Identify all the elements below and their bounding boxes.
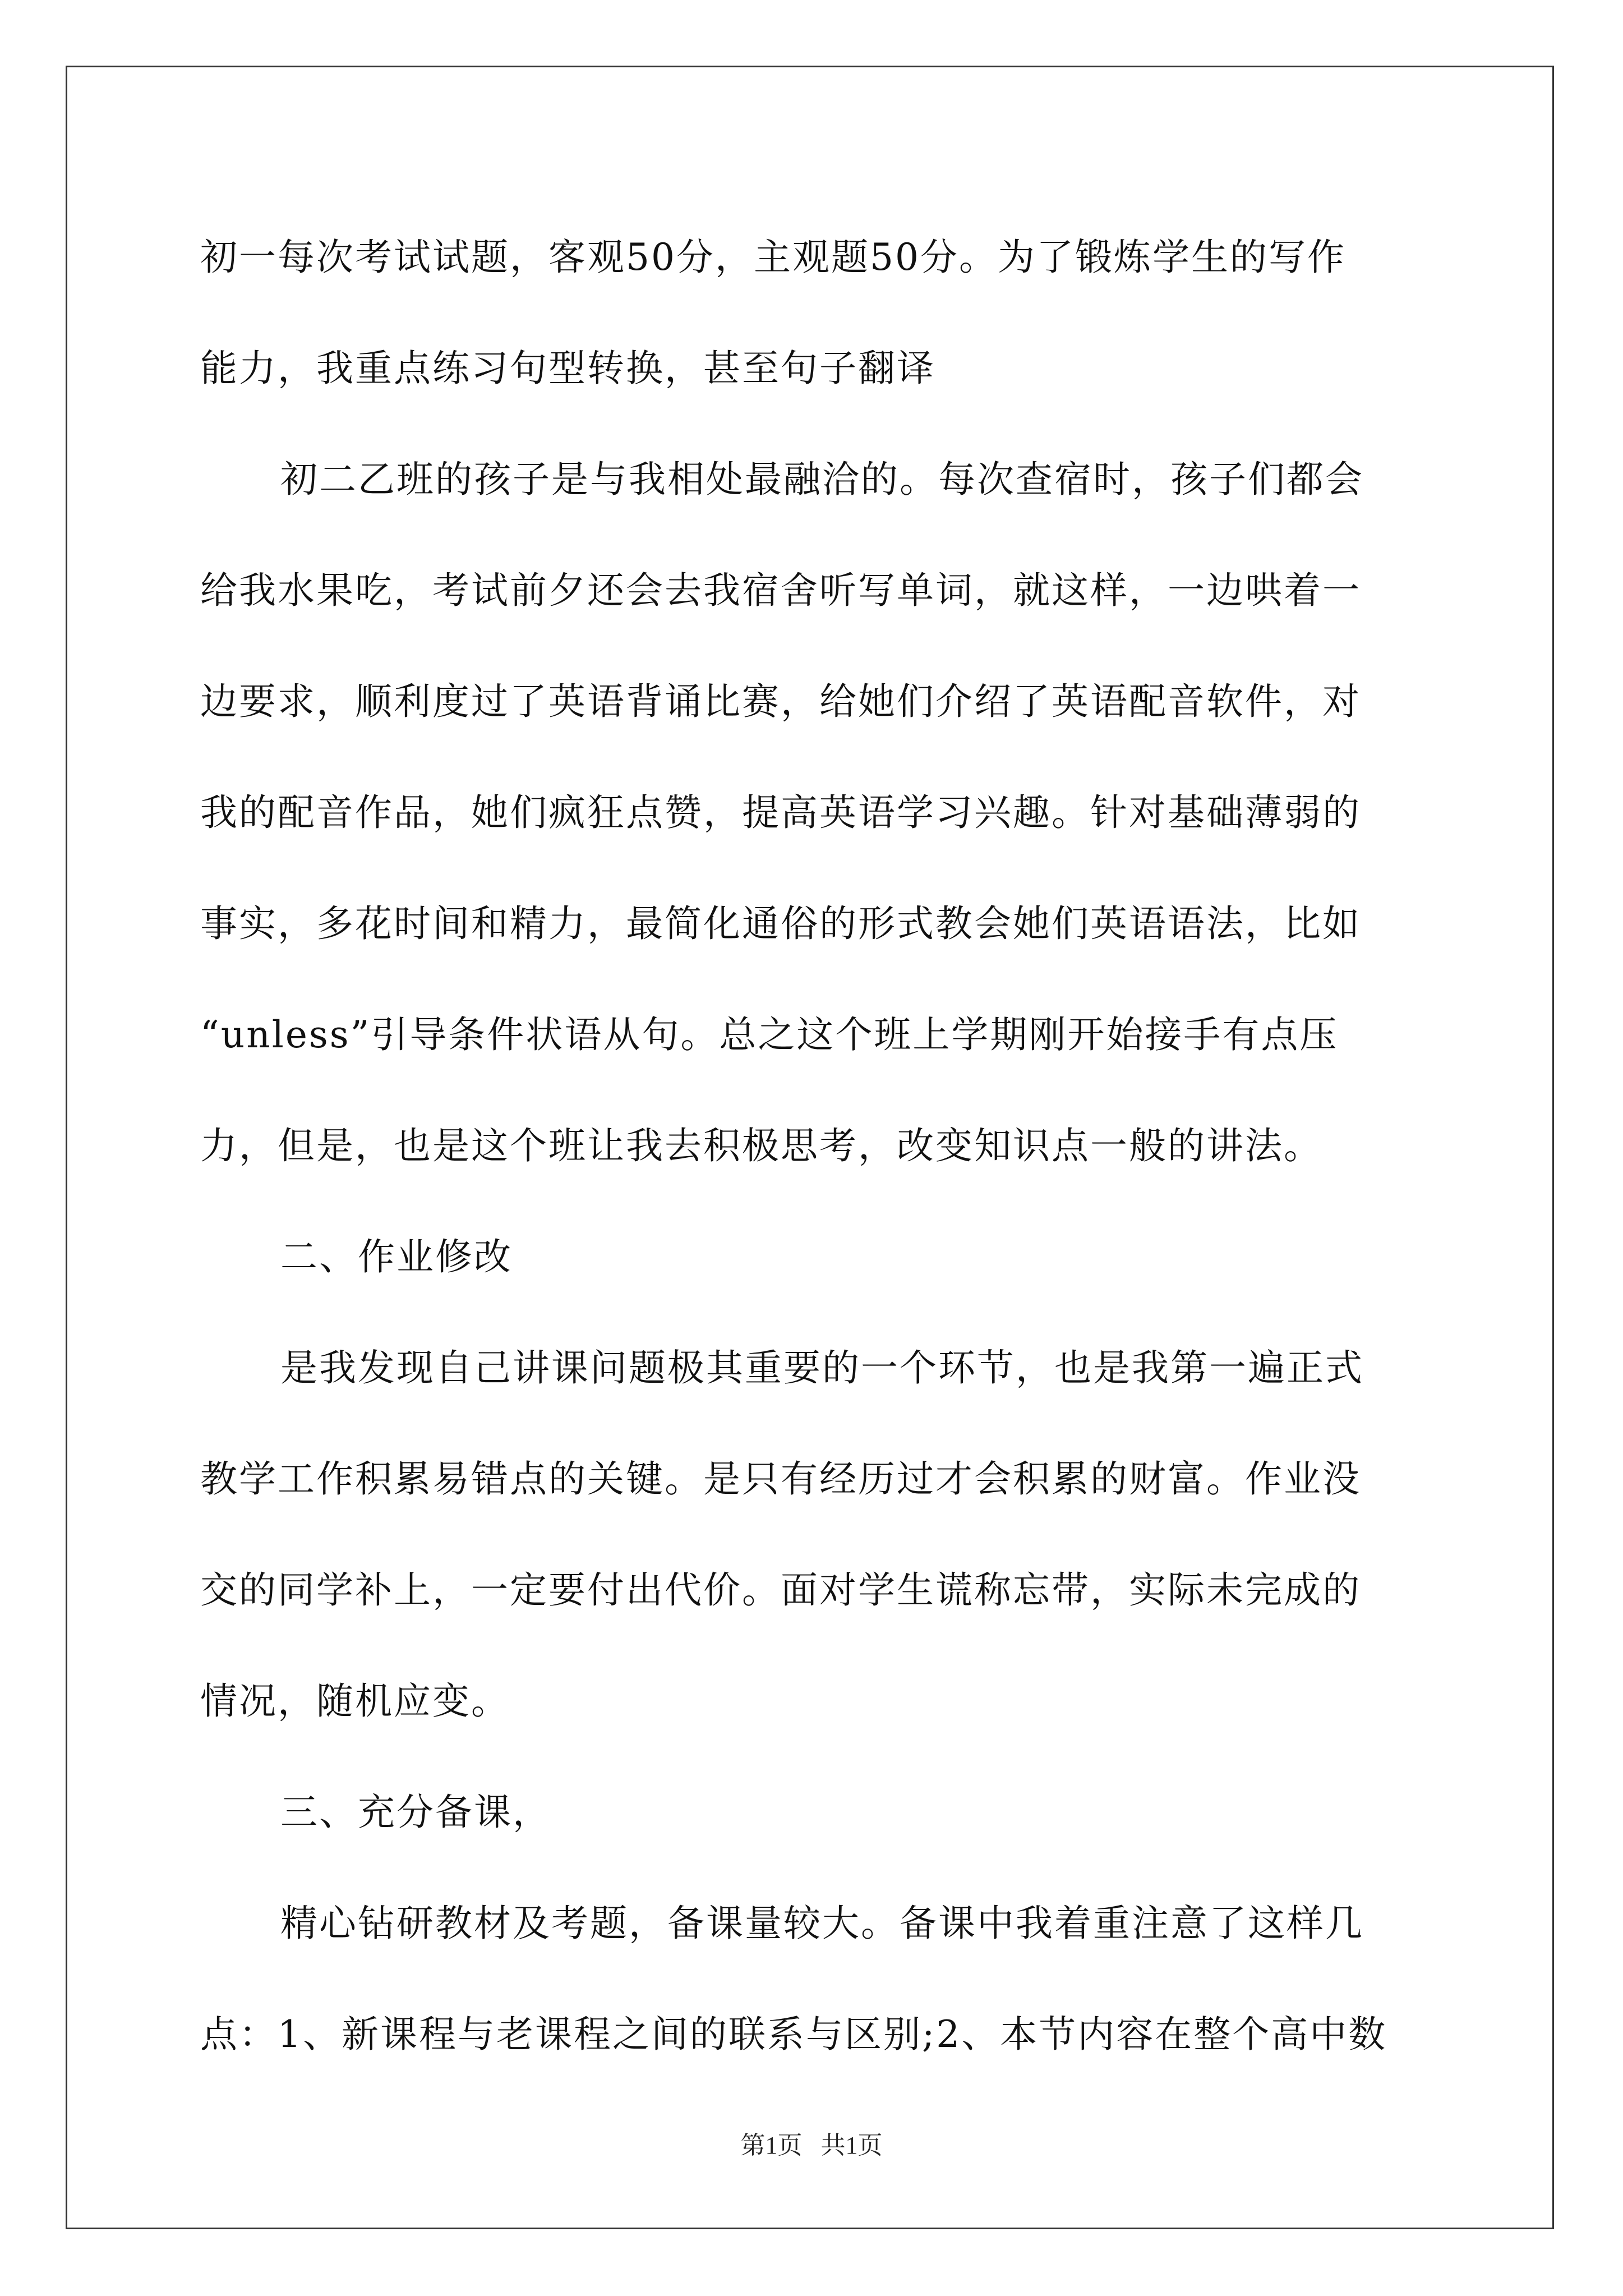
text-line: 是我发现自己讲课问题极其重要的一个环节，也是我第一遍正式	[280, 1346, 1364, 1389]
document-body	[200, 202, 1428, 2090]
text-line: 初二乙班的孩子是与我相处最融洽的。每次查宿时，孩子们都会	[280, 458, 1364, 501]
text-line: 教学工作积累易错点的关键。是只有经历过才会积累的财富。作业没	[200, 1457, 1361, 1501]
page-number-footer: 第1页 共1页	[740, 2132, 883, 2159]
text-line: 力，但是，也是这个班让我去积极思考，改变知识点一般的讲法。	[200, 1124, 1322, 1167]
text-line: 交的同学补上，一定要付出代价。面对学生谎称忘带，实际未完成的	[200, 1568, 1361, 1612]
section-heading: 三、充分备课，	[280, 1791, 551, 1834]
text-line: 精心钻研教材及考题，备课量较大。备课中我着重注意了这样几	[280, 1902, 1364, 1945]
text-line: 边要求，顺利度过了英语背诵比赛，给她们介绍了英语配音软件，对	[200, 680, 1361, 723]
text-line: 我的配音作品，她们疯狂点赞，提高英语学习兴趣。针对基础薄弱的	[200, 791, 1361, 834]
text-line: 能力，我重点练习句型转换，甚至句子翻译	[200, 347, 935, 390]
text-line: 事实，多花时间和精力，最简化通俗的形式教会她们英语语法，比如	[200, 902, 1361, 945]
text-line: 初一每次考试试题，客观50分，主观题50分。为了锻炼学生的写作	[200, 236, 1346, 279]
text-line: 点：1、新课程与老课程之间的联系与区别;2、本节内容在整个高中数	[200, 2013, 1387, 2056]
section-heading: 二、作业修改	[280, 1235, 513, 1278]
text-line: 情况，随机应变。	[200, 1680, 510, 1723]
text-line: 给我水果吃，考试前夕还会去我宿舍听写单词，就这样，一边哄着一	[200, 569, 1361, 612]
text-line: “unless”引导条件状语从句。总之这个班上学期刚开始接手有点压	[200, 1013, 1339, 1056]
